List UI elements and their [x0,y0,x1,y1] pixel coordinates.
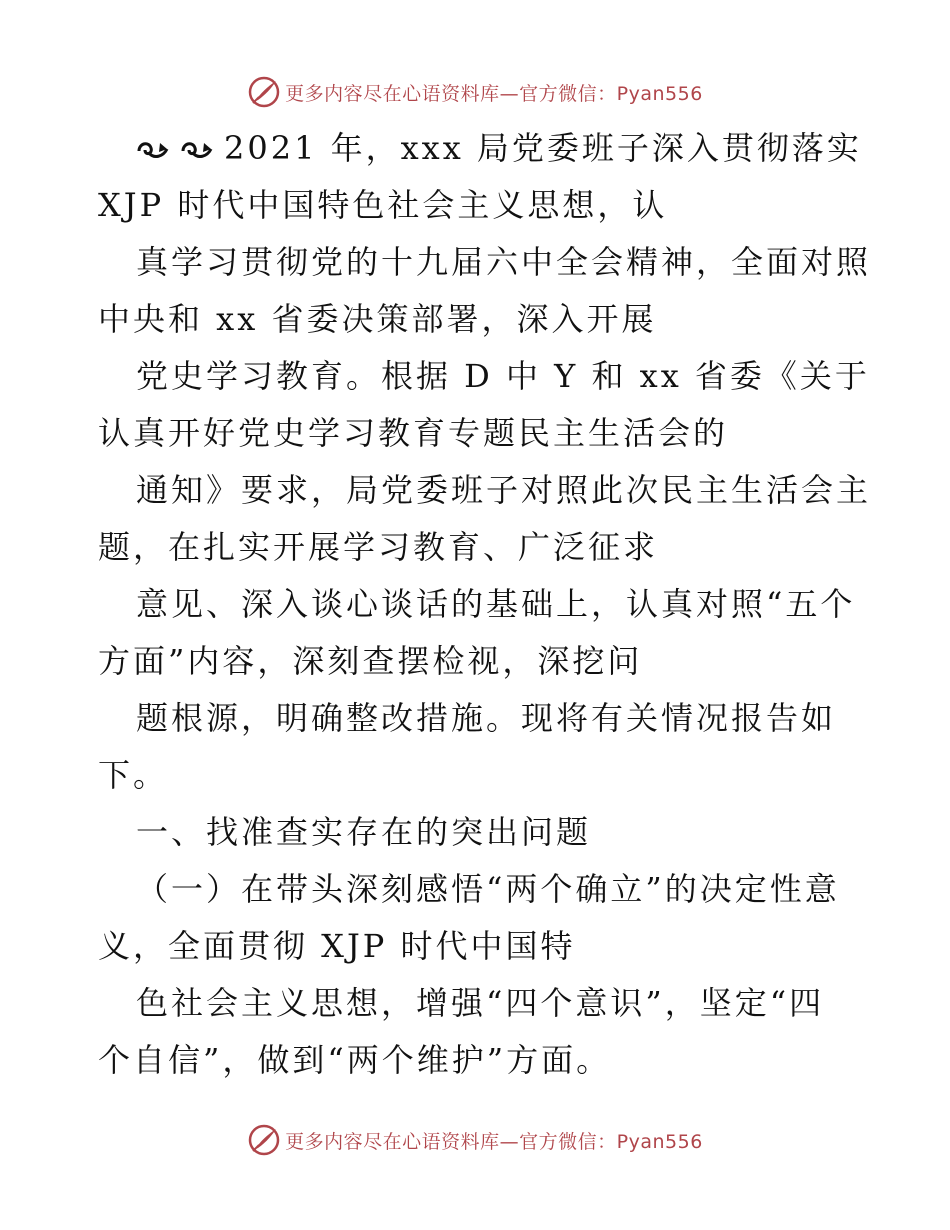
text-line: XJP 时代中国特色社会主义思想，认 [98,186,668,224]
banner-text: 更多内容尽在心语资料库—官方微信：Pyan556 [285,1130,703,1153]
text-line: 下。 [98,756,169,794]
curl-ornament-icon [136,137,170,163]
text-line: 真学习贯彻党的十九届六中全会精神，全面对照 [136,243,872,281]
text-line: 意见、深入谈心谈话的基础上，认真对照“五个 [136,585,856,623]
text-line: 色社会主义思想，增强“四个意识”，坚定“四 [136,984,825,1022]
text-line: 党史学习教育。根据 D 中 Y 和 xx 省委《关于 [136,357,870,395]
section-heading: 一、找准查实存在的突出问题 [136,813,592,851]
text-line: 方面”内容，深刻查摆检视，深挖问 [98,642,643,680]
footer-banner [0,1120,950,1160]
text-line: 题，在扎实开展学习教育、广泛征求 [98,528,659,566]
text-line: 通知》要求，局党委班子对照此次民主生活会主 [136,471,872,509]
text-line: 题根源，明确整改措施。现将有关情况报告如 [136,699,837,737]
quill-logo-icon [247,1123,281,1157]
line-text: 2021 年，xxx 局党委班子深入贯彻落实 [224,129,862,167]
header-banner [0,72,950,112]
document-body [98,120,872,1089]
banner-text: 更多内容尽在心语资料库—官方微信：Pyan556 [285,82,703,105]
quill-logo-icon [247,75,281,109]
text-line [98,120,862,177]
subsection-heading: （一）在带头深刻感悟“两个确立”的决定性意 [136,870,840,908]
text-line: 认真开好党史学习教育专题民主生活会的 [98,414,729,452]
text-line: 义，全面贯彻 XJP 时代中国特 [98,927,576,965]
text-line: 中央和 xx 省委决策部署，深入开展 [98,300,657,338]
text-line: 个自信”，做到“两个维护”方面。 [98,1041,612,1079]
curl-ornament-icon [180,137,214,163]
